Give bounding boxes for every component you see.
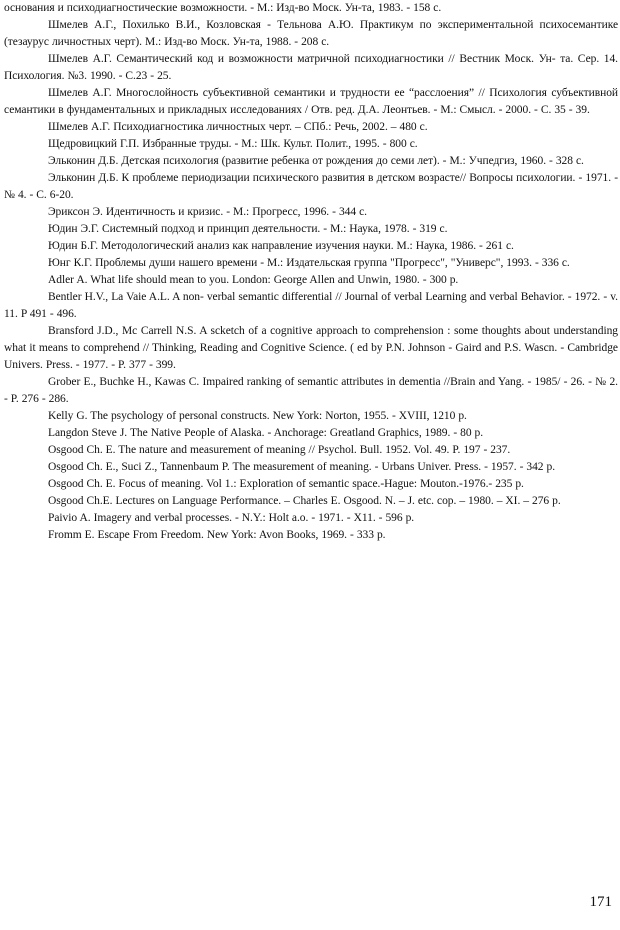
reference-entry: Fromm E. Escape From Freedom. New York: Avon Books, 1969. - 333 p.	[48, 529, 386, 541]
reference-entry: Paivio A. Imagery and verbal processes. - N.Y.: Holt a.o. - 1971. - X11. - 596 p.	[48, 512, 415, 524]
reference-entry: Osgood Ch. E. Focus of meaning. Vol 1.: Exploration of semantic space.-Hague: Mouton.-1976.- 235 p.	[48, 478, 524, 490]
reference-entry: Osgood Ch. E. The nature and measurement of meaning // Psychol. Bull. 1952. Vol. 49. P. 197 - 237.	[48, 444, 511, 456]
reference-entry: Шмелев А.Г. Многослойность субъективной семантики и трудности ее “расслоения” // Психология субъективной семантики в фундаментальных и прикладных исследованиях / Отв. ред. Д.А. Леонтьев. - М.: Смысл. - 2000. - С. 35 - 39.	[4, 87, 618, 116]
reference-entry: Osgood Ch.E. Lectures on Language Performance. – Charles E. Osgood. N. – J. etc. cop. – 1980. – XI. – 276 p.	[48, 495, 561, 507]
reference-entry: Шмелев А.Г., Похилько В.И., Козловская - Тельнова А.Ю. Практикум по экспериментальной психосемантике (тезаурус личностных черт). М.: Изд-во Моск. Ун-та, 1988. - 208 с.	[4, 19, 618, 48]
reference-entry: Щедровицкий Г.П. Избранные труды. - М.: Шк. Культ. Полит., 1995. - 800 с.	[48, 138, 418, 150]
reference-entry: Юдин Э.Г. Системный подход и принцип деятельности. - М.: Наука, 1978. - 319 с.	[48, 223, 448, 235]
reference-entry: Bentler H.V., La Vaie A.L. A non- verbal semantic differential // Journal of verbal Learning and verbal Behavior. - 1972. - v. 11. P 491 - 496.	[4, 291, 618, 320]
reference-entry: Langdon Steve J. The Native People of Alaska. - Anchorage: Greatland Graphics, 1989. - 80 p.	[48, 427, 484, 439]
reference-entry: Юнг К.Г. Проблемы души нашего времени - М.: Издательская группа "Прогресс", "Универс", 1993. - 336 с.	[48, 257, 570, 269]
reference-entry: Kelly G. The psychology of personal constructs. New York: Norton, 1955. - XVIII, 1210 p.	[48, 410, 467, 422]
reference-entry: Шмелев А.Г. Семантический код и возможности матричной психодиагностики // Вестник Моск. Ун- та. Сер. 14. Психология. №3. 1990. - С.23 - 25.	[4, 53, 618, 82]
reference-entry: Grober E., Buchke H., Kawas C. Impaired ranking of semantic attributes in dementia //Brain and Yang. - 1985/ - 26. - № 2. - P. 276 - 286.	[4, 376, 618, 405]
reference-entry: Шмелев А.Г. Психодиагностика личностных черт. – СПб.: Речь, 2002. – 480 с.	[48, 121, 428, 133]
reference-entry: Adler A. What life should mean to you. London: George Allen and Unwin, 1980. - 300 p.	[48, 274, 459, 286]
reference-entry: Эльконин Д.Б. Детская психология (развитие ребенка от рождения до семи лет). - М.: Учпедгиз, 1960. - 328 с.	[48, 155, 584, 167]
reference-entry: Bransford J.D., Mc Carrell N.S. A scketch of a cognitive approach to comprehension : some thoughts about understanding what it means to comprehend // Thinking, Reading and Cognitive Science. ( ed by P.N. Johnson - Gaird and P.S. Wascn. - Cambridge Univers. Press. - 1977. - P. 377 - 399.	[4, 325, 618, 371]
reference-list	[4, 0, 618, 544]
reference-entry: Юдин Б.Г. Методологический анализ как направление изучения науки. М.: Наука, 1986. - 261 с.	[48, 240, 514, 252]
reference-entry: Эльконин Д.Б. К проблеме периодизации психического развития в детском возрасте// Вопросы психологии. - 1971. - № 4. - С. 6-20.	[4, 172, 618, 201]
reference-entry: Эриксон Э. Идентичность и кризис. - М.: Прогресс, 1996. - 344 с.	[48, 206, 367, 218]
page-number: 171	[589, 894, 612, 910]
reference-entry: основания и психодиагностические возможности. - М.: Изд-во Моск. Ун-та, 1983. - 158 с.	[4, 2, 442, 14]
reference-entry: Osgood Ch. E., Suci Z., Tannenbaum P. The measurement of meaning. - Urbans Univer. Press. - 1957. - 342 p.	[48, 461, 556, 473]
